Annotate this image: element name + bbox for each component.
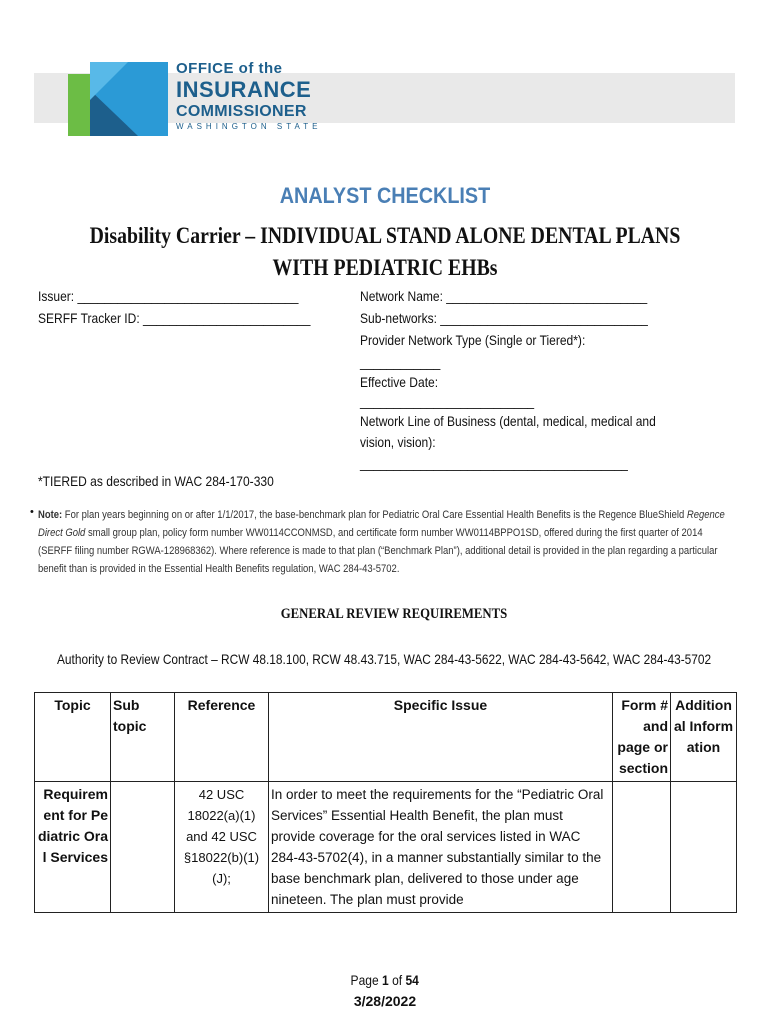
header-subtopic-label: Sub topic xyxy=(113,697,147,734)
page-prefix: Page xyxy=(350,972,383,988)
row-subtopic-cell[interactable] xyxy=(111,782,175,913)
page-of: of xyxy=(389,972,406,988)
general-review-heading: GENERAL REVIEW REQUIREMENTS xyxy=(280,606,508,622)
serff-tracker-field[interactable]: SERFF Tracker ID: _________________________ xyxy=(38,310,311,326)
tiered-footnote: *TIERED as described in WAC 284-170-330 xyxy=(38,473,274,489)
row-form-cell[interactable] xyxy=(613,782,671,913)
row-topic-cell xyxy=(35,782,111,913)
line-of-business-label-2: vision, vision): xyxy=(360,434,436,450)
logo-line-office: OFFICE of the xyxy=(176,60,283,77)
row-reference-cell xyxy=(175,782,269,913)
logo-line-state: WASHINGTON STATE xyxy=(176,122,322,131)
page-footer xyxy=(0,970,770,1012)
header-reference xyxy=(175,693,269,782)
issuer-field[interactable]: Issuer: _________________________________ xyxy=(38,288,299,304)
note-plan-name: Regence Direct Gold xyxy=(38,509,725,539)
header-specific-issue-label: Specific Issue xyxy=(393,697,488,713)
page-number: 1 xyxy=(382,972,390,988)
footer-date: 3/28/2022 xyxy=(353,993,417,1009)
authority-statement: Authority to Review Contract – RCW 48.18.100, RCW 48.43.715, WAC 284-43-5622, WAC 284-43-5642, WAC 284-43-5702 xyxy=(57,651,712,667)
table-header-row xyxy=(35,693,737,782)
header-topic xyxy=(35,693,111,782)
benchmark-note xyxy=(38,506,738,578)
header-reference-label: Reference xyxy=(187,697,256,713)
row-additional-cell[interactable] xyxy=(671,782,737,913)
effective-date-field[interactable]: __________________________ xyxy=(360,393,535,409)
logo-wordmark xyxy=(176,60,321,133)
header-specific-issue xyxy=(269,693,613,782)
row-specific-issue: In order to meet the requirements for the “Pediatric Oral Services” Essential Health Benefit, the plan must provide coverage for the oral services listed in WAC 284-43-5702(4), in a manner substantially similar to the base benchmark plan, delivered to those under age nineteen. The plan must provide xyxy=(271,787,604,907)
network-name-field[interactable]: Network Name: ______________________________ xyxy=(360,288,648,304)
provider-network-type-field[interactable]: ____________ xyxy=(360,354,441,370)
line-of-business-label: Network Line of Business (dental, medical, medical and xyxy=(360,413,656,429)
note-label: Note: xyxy=(38,509,63,521)
header-additional-info xyxy=(671,693,737,782)
note-text-a: For plan years beginning on or after 1/1/2017, the base-benchmark plan for Pediatric Oral Care Essential Health Benefits is the Regence BlueShield xyxy=(62,509,687,521)
page-total: 54 xyxy=(405,972,420,988)
header-topic-label: Topic xyxy=(54,697,91,713)
document-subtitle xyxy=(54,220,716,284)
header-form xyxy=(613,693,671,782)
effective-date-label: Effective Date: xyxy=(360,374,439,390)
row-reference: 42 USC 18022(a)(1) and 42 USC §18022(b)(1)(J); xyxy=(183,787,260,886)
row-issue-cell xyxy=(269,782,613,913)
sub-networks-field[interactable]: Sub-networks: _______________________________ xyxy=(360,310,648,326)
subtitle-line-2: WITH PEDIATRIC EHBs xyxy=(272,255,498,280)
header-form-label: Form # and page or section xyxy=(617,697,668,776)
note-text-b: small group plan, policy form number WW0114CCONMSD, and certificate form number WW0114BPPO1SD, offered during the first quarter of 2014 (SERFF filing number RGWA-128968362). Where reference is made to that plan (“Benchmark Plan”), additional detail is provided in the plan regarding a particular benefit than is provided in the Essential Health Benefits regulation, WAC 284-43-5702. xyxy=(38,527,718,575)
document-title: ANALYST CHECKLIST xyxy=(279,183,491,208)
subtitle-line-1: Disability Carrier – INDIVIDUAL STAND ALONE DENTAL PLANS xyxy=(89,223,681,248)
header-additional-info-label: Additional Information xyxy=(673,697,734,755)
logo-line-insurance: INSURANCE xyxy=(176,77,312,102)
table-row xyxy=(35,782,737,913)
line-of-business-field[interactable]: ________________________________________ xyxy=(360,455,628,471)
header-subtopic xyxy=(111,693,175,782)
row-topic: Requirement for Pediatric Oral Services xyxy=(37,786,108,865)
checklist-table xyxy=(34,692,737,913)
logo-line-commissioner: COMMISSIONER xyxy=(176,103,307,120)
insurance-commissioner-logo-icon xyxy=(68,60,168,141)
note-bullet: • xyxy=(30,506,34,518)
provider-network-type-label: Provider Network Type (Single or Tiered*): xyxy=(360,332,586,348)
